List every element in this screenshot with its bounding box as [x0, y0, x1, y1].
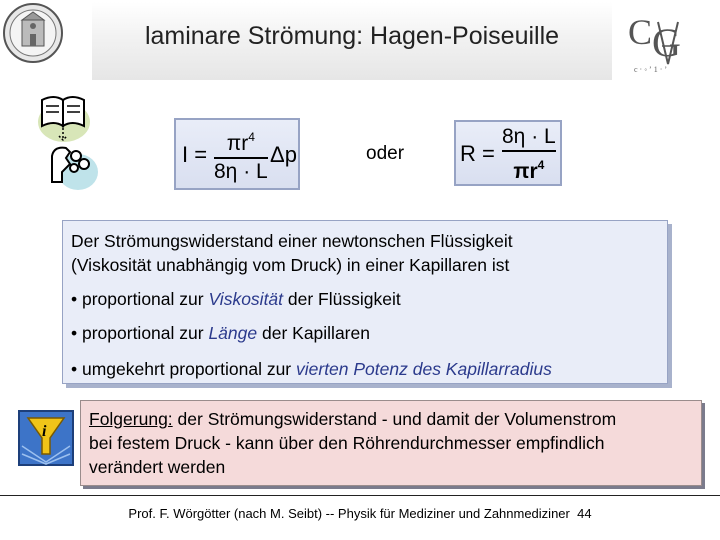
svg-text:c · ◦ ʼ 1 · ʼ: c · ◦ ʼ 1 · ʼ: [634, 65, 668, 74]
conclusion-label: Folgerung:: [89, 409, 173, 429]
slide-title: laminare Strömung: Hagen-Poiseuille: [144, 22, 560, 50]
formula-left-numerator: $\pi r^4$: [226, 130, 255, 155]
statement-intro-line1: Der Strömungswiderstand einer newtonschen Flüssigkeit: [71, 231, 513, 251]
book-icon: [34, 92, 92, 144]
svg-text:i: i: [42, 423, 47, 440]
page-number: 44: [577, 506, 592, 521]
formula-right-fraction: [502, 124, 556, 185]
formula-volume-flow: [174, 118, 300, 190]
formula-right-numerator: 8η · L: [502, 125, 556, 148]
bullet-length: • proportional zur Länge der Kapillaren: [71, 323, 370, 343]
formula-left-suffix: Δp: [270, 142, 297, 167]
university-seal-icon: [2, 2, 64, 64]
formula-left-lhs: I =: [182, 142, 208, 167]
footer-text: Prof. F. Wörgötter (nach M. Seibt) -- Physik für Mediziner und Zahnmediziner: [128, 506, 570, 521]
formula-right-lhs: R =: [460, 141, 495, 166]
svg-text:G: G: [652, 20, 681, 65]
formula-left-fraction: [214, 124, 268, 185]
formula-separator: oder: [366, 143, 405, 164]
institute-logo-icon: [624, 4, 714, 76]
conclusion-line2: bei festem Druck - kann über den Röhrendurchmesser empfindlich: [89, 433, 605, 453]
formula-right-denominator: $\pi r^4$: [513, 157, 545, 183]
thinking-head-icon: [40, 142, 100, 192]
bullet-viscosity: • proportional zur Viskosität der Flüssigkeit: [71, 289, 401, 309]
formula-resistance: [454, 120, 562, 186]
statement-intro-line2: (Viskosität unabhängig vom Druck) in einer Kapillaren ist: [71, 255, 510, 275]
conclusion-line1: Folgerung: der Strömungswiderstand - und damit der Volumenstrom: [89, 409, 617, 429]
formula-left-denominator: 8η · L: [214, 159, 268, 183]
svg-text:C: C: [628, 12, 653, 52]
bullet-radius: • umgekehrt proportional zur vierten Potenz des Kapillarradius: [71, 359, 552, 379]
statement-box: [62, 220, 668, 384]
conclusion-line3: verändert werden: [89, 457, 226, 477]
footer: [0, 506, 720, 521]
info-funnel-icon: [18, 410, 74, 466]
conclusion-box: [80, 400, 702, 486]
footer-divider: [0, 495, 720, 496]
